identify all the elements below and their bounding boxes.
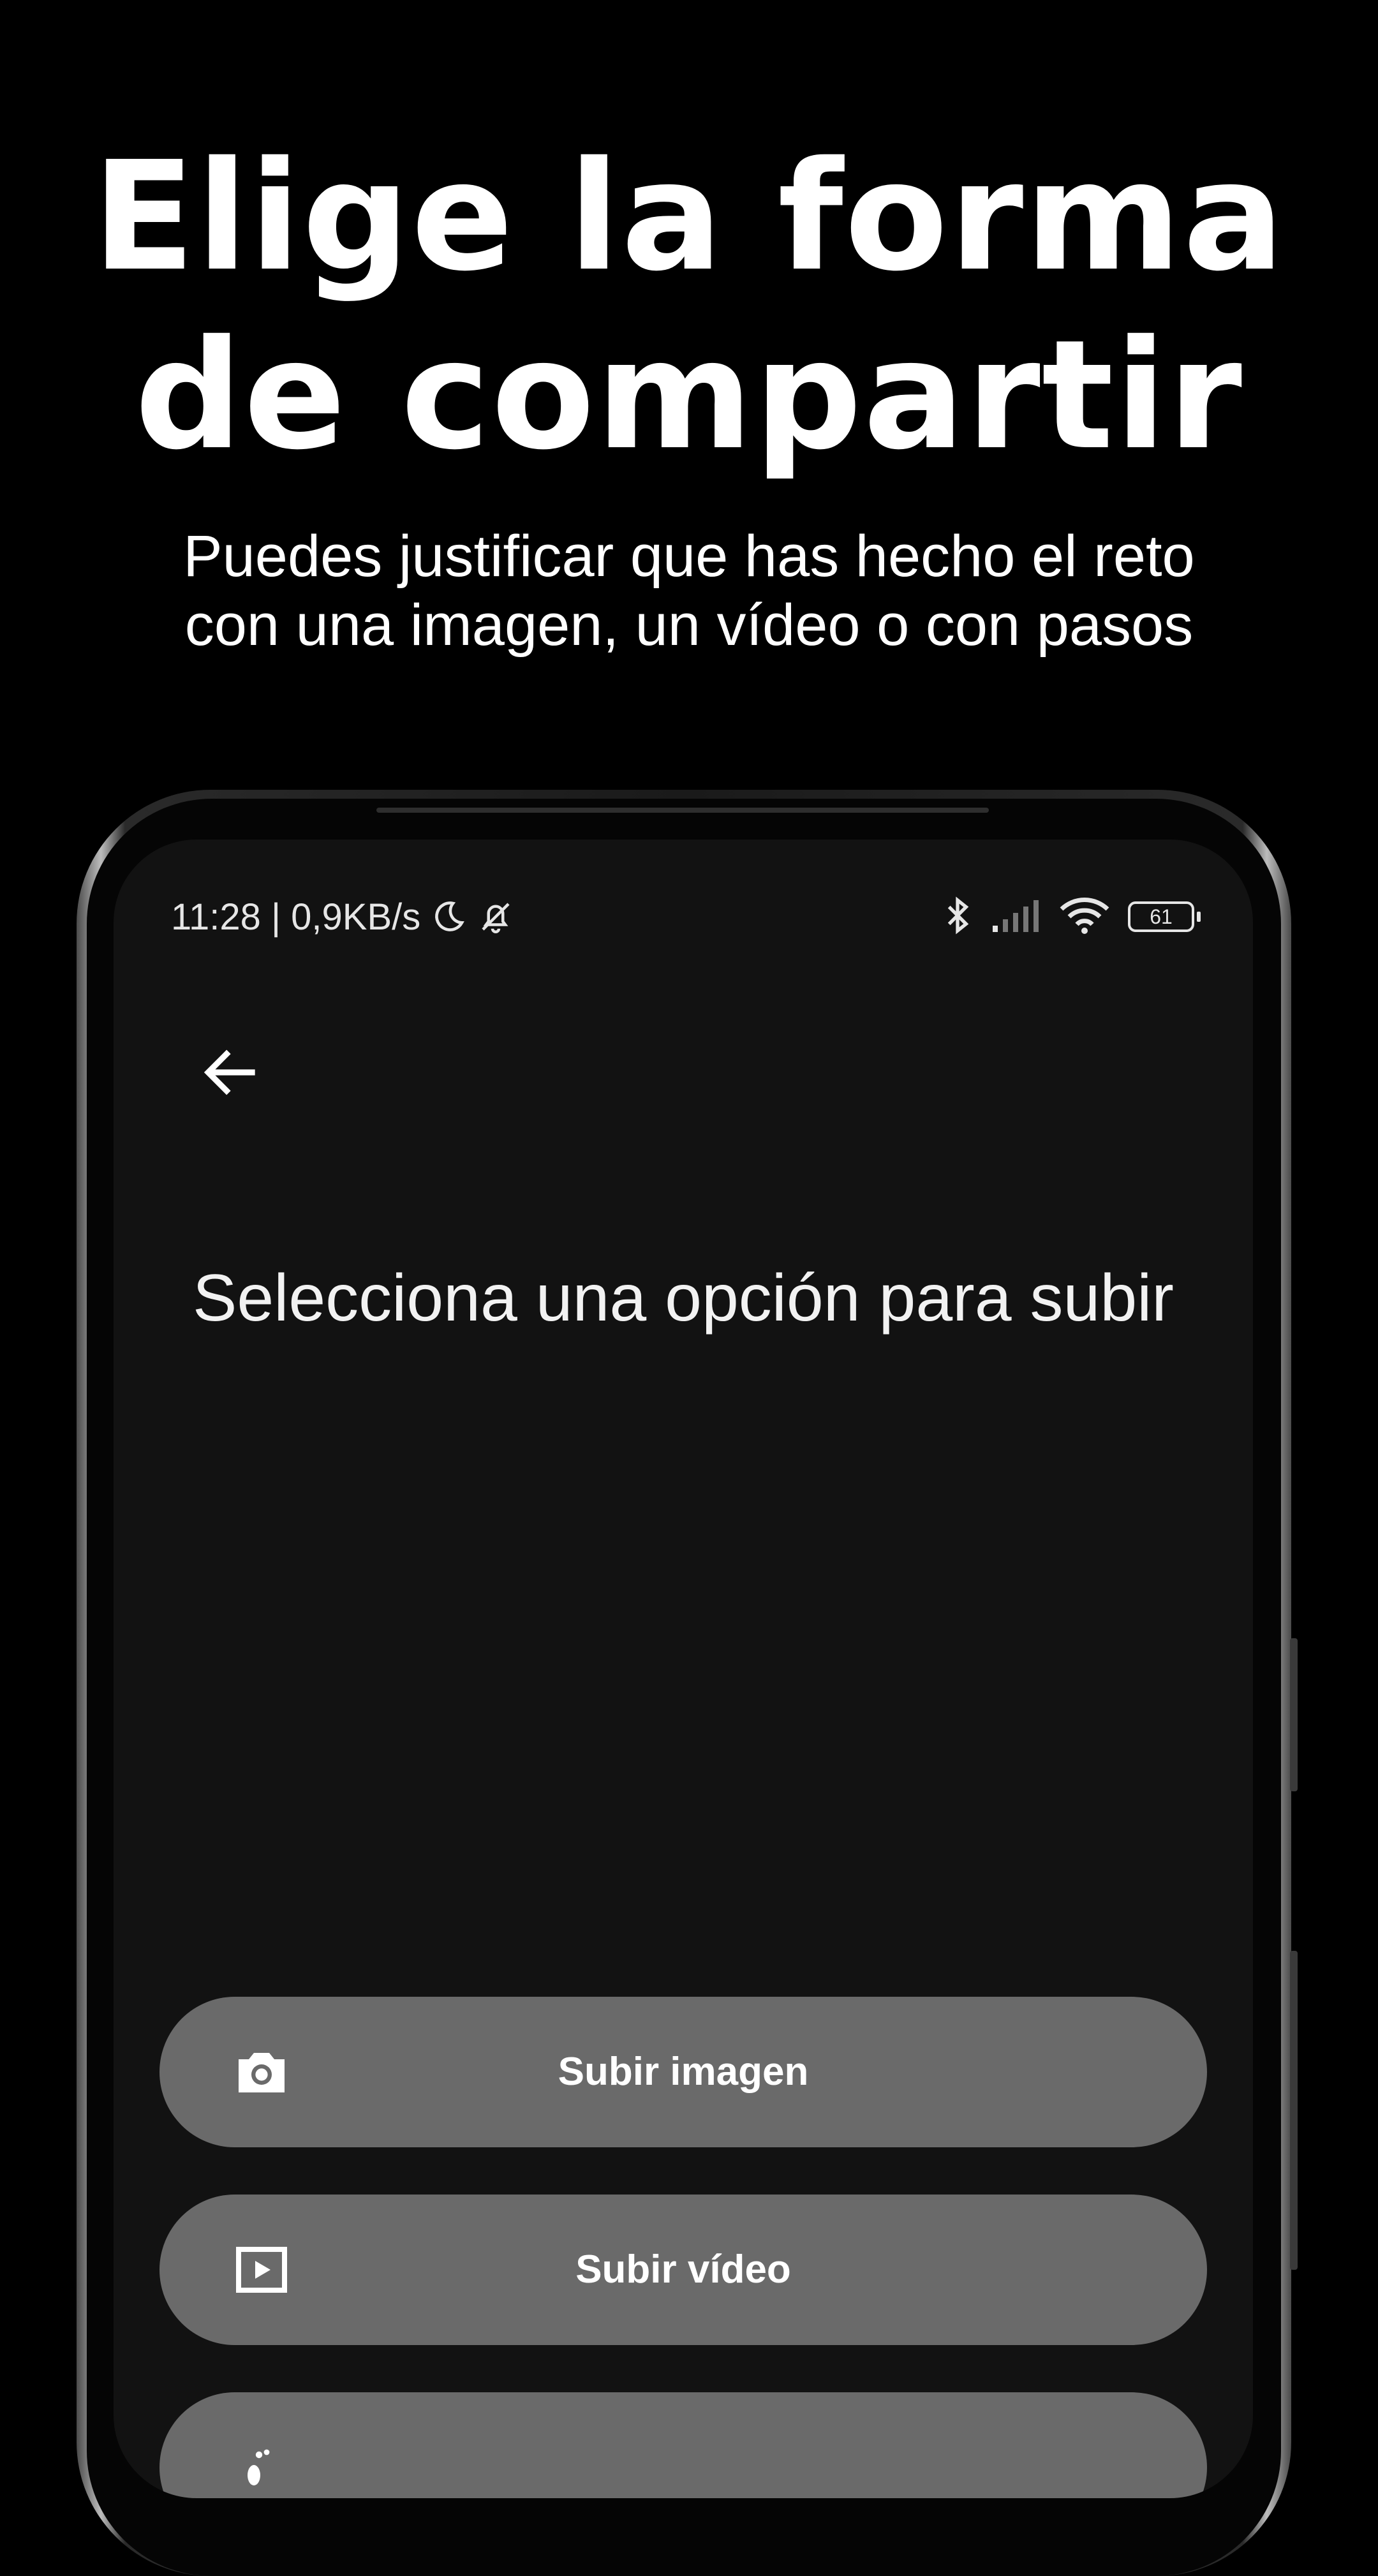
bluetooth-icon — [943, 895, 972, 939]
upload-video-label: Subir vídeo — [575, 2247, 791, 2291]
back-button[interactable] — [190, 1031, 273, 1114]
status-bar — [114, 888, 1253, 945]
upload-image-label: Subir imagen — [558, 2050, 809, 2094]
upload-video-button[interactable] — [159, 2195, 1207, 2345]
status-time: 11:28 | 0,9KB/s — [171, 896, 421, 938]
phone-screen — [114, 840, 1253, 2498]
promo-headline-line-2: de compartir — [135, 307, 1243, 483]
promo-headline-line-1: Elige la forma — [92, 129, 1286, 304]
page-title: Selecciona una opción para subir — [193, 1261, 1174, 1335]
bell-off-icon — [477, 898, 515, 936]
arrow-left-icon — [196, 1037, 267, 1107]
promo-subtitle-line-1: Puedes justificar que has hecho el reto — [183, 524, 1195, 589]
moon-icon — [431, 899, 466, 935]
promo-subtitle — [0, 522, 1378, 660]
signal-icon — [990, 898, 1041, 936]
phone-power-button — [1290, 1951, 1298, 2270]
promo-headline — [0, 128, 1378, 485]
status-left — [171, 888, 515, 945]
upload-image-button[interactable] — [159, 1997, 1207, 2147]
status-right — [943, 888, 1194, 945]
phone-speaker — [376, 808, 989, 813]
battery-icon: 61 — [1128, 901, 1194, 932]
upload-steps-label — [159, 2392, 1207, 2498]
wifi-icon — [1059, 896, 1110, 938]
promo-subtitle-line-2: con una imagen, un vídeo o con pasos — [184, 593, 1194, 658]
phone-volume-button — [1290, 1638, 1298, 1791]
upload-steps-button[interactable] — [159, 2392, 1207, 2498]
